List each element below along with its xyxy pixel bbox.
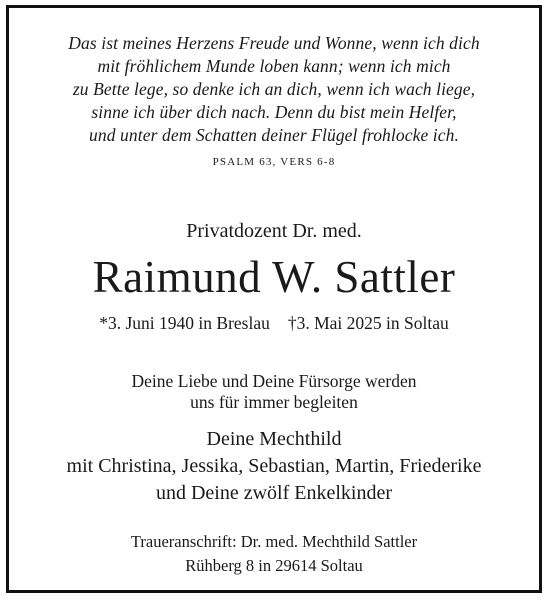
verse-line: und unter dem Schatten deiner Flügel frohlocke ich.: [89, 125, 459, 145]
deceased-name: Raimund W. Sattler: [92, 252, 456, 302]
verse-line: zu Bette lege, so denke ich an dich, wenn ich wach liege,: [72, 79, 476, 99]
address-line: Traueranschrift: Dr. med. Mechthild Sattler: [130, 532, 418, 551]
message-line: Deine Liebe und Deine Fürsorge werden: [131, 371, 417, 391]
verse-line: sinne ich über dich nach. Denn du bist mein Helfer,: [91, 102, 457, 122]
obituary-notice: [6, 5, 542, 593]
verse-line: mit fröhlichem Munde loben kann; wenn ich mich: [97, 56, 451, 76]
family-line: Deine Mechthild: [206, 428, 342, 450]
family-line: mit Christina, Jessika, Sebastian, Martin, Friederike: [66, 455, 482, 477]
birth-date: *3. Juni 1940 in Breslau: [99, 313, 270, 333]
verse-reference: PSALM 63, VERS 6-8: [212, 156, 336, 168]
address-line: Rühberg 8 in 29614 Soltau: [185, 556, 363, 575]
deceased-title: Privatdozent Dr. med.: [186, 220, 362, 242]
family-line: und Deine zwölf Enkelkinder: [155, 482, 393, 504]
life-dates: [9, 313, 539, 334]
verse-line: Das ist meines Herzens Freude und Wonne, wenn ich dich: [68, 33, 480, 53]
message-line: uns für immer begleiten: [190, 392, 358, 412]
death-date: †3. Mai 2025 in Soltau: [287, 313, 449, 333]
